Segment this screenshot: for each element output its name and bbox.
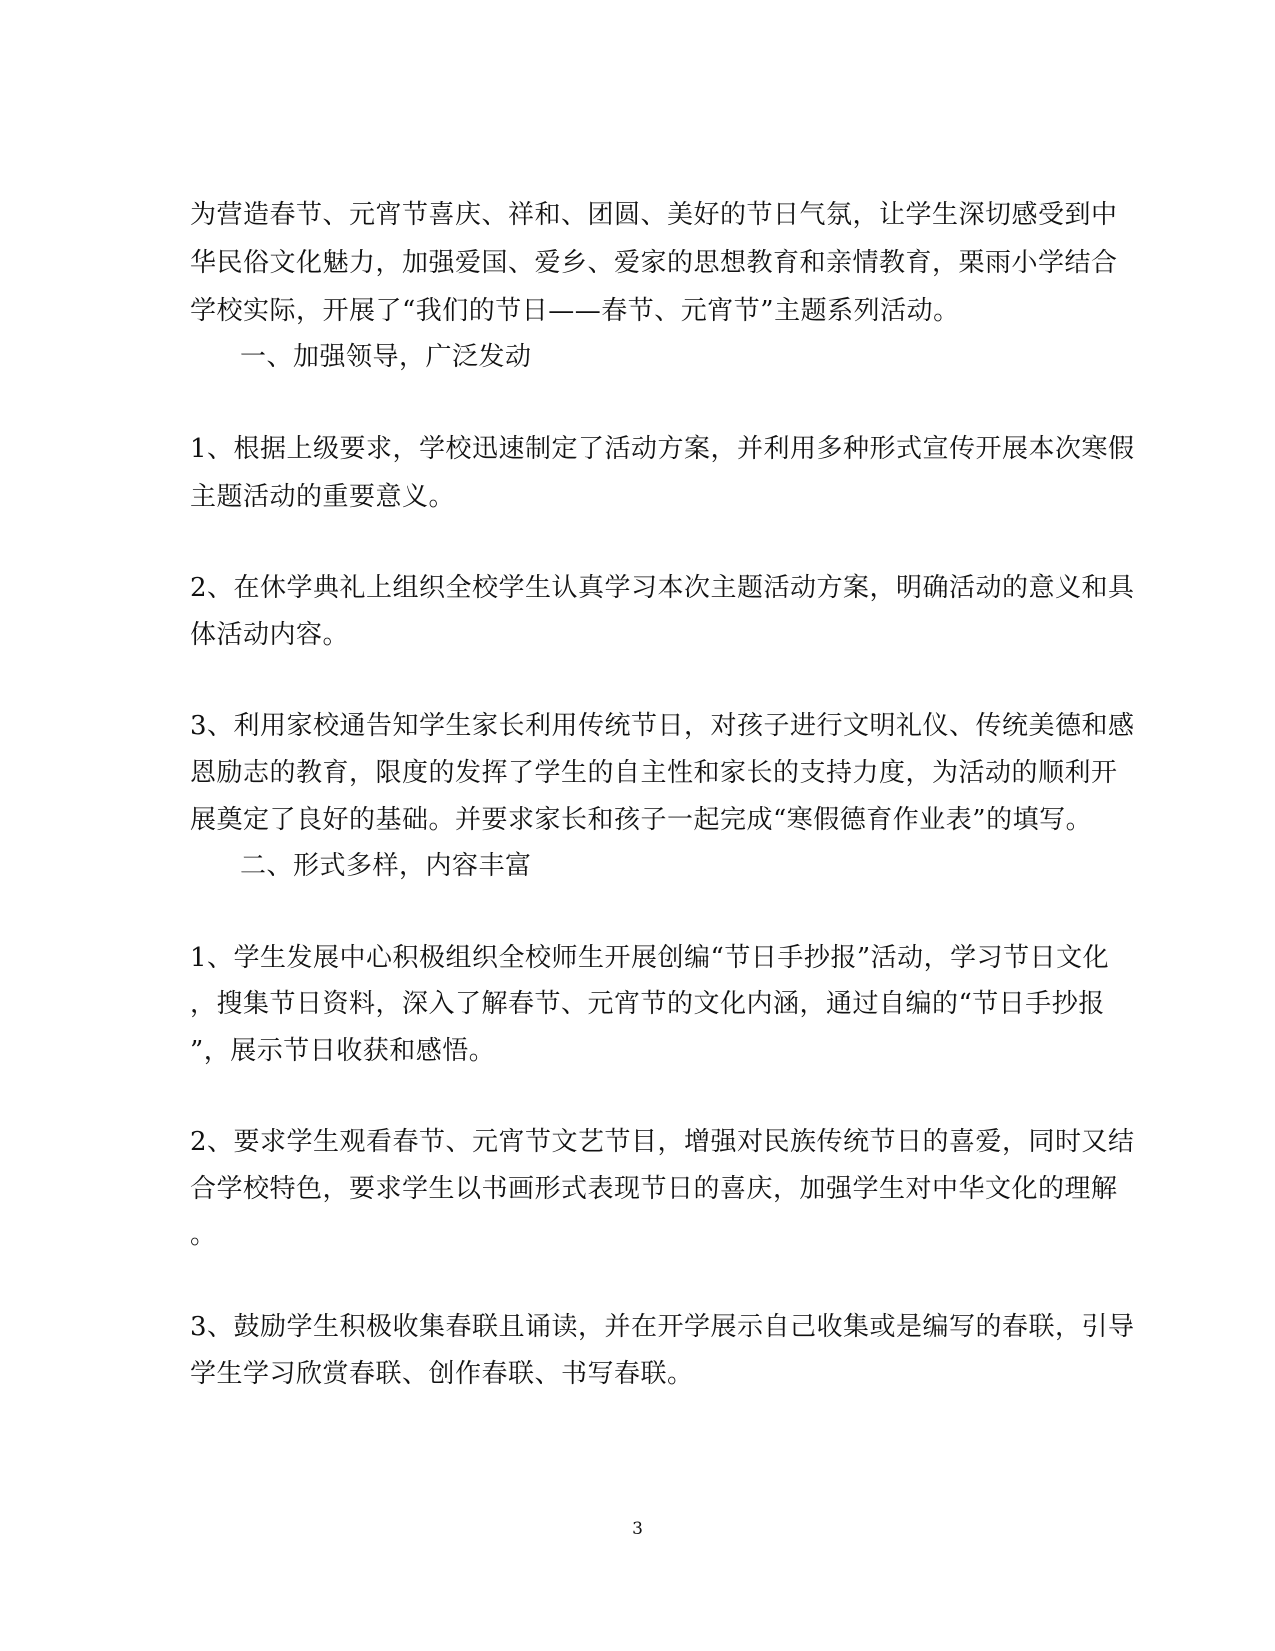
section-2-heading: 二、形式多样，内容丰富 (240, 851, 532, 881)
section-2-item-3-line-1: 3、鼓励学生积极收集春联且诵读，并在开学展示自己收集或是编写的春联，引导 (190, 1312, 1135, 1342)
section-1-item-3-line-3: 展奠定了良好的基础。并要求家长和孩子一起完成“寒假德育作业表”的填写。 (190, 805, 1093, 835)
section-1-item-2-line-2: 体活动内容。 (190, 620, 350, 650)
section-1-heading: 一、加强领导，广泛发动 (240, 342, 532, 372)
section-2-item-1-line-1: 1、学生发展中心积极组织全校师生开展创编“节日手抄报”活动，学习节日文化 (190, 943, 1110, 973)
section-1-item-1-line-1: 1、根据上级要求，学校迅速制定了活动方案，并利用多种形式宣传开展本次寒假 (190, 434, 1135, 464)
intro-line-2: 华民俗文化魅力，加强爱国、爱乡、爱家的思想教育和亲情教育，栗雨小学结合 (190, 248, 1118, 278)
section-2-item-3-line-2: 学生学习欣赏春联、创作春联、书写春联。 (190, 1359, 694, 1389)
section-1-item-1-line-2: 主题活动的重要意义。 (190, 482, 456, 512)
intro-line-3: 学校实际，开展了“我们的节日——春节、元宵节”主题系列活动。 (190, 296, 960, 326)
section-2-item-2-line-2: 合学校特色，要求学生以书画形式表现节日的喜庆，加强学生对中华文化的理解 (190, 1174, 1118, 1204)
page-number: 3 (632, 1519, 643, 1539)
section-1-item-3-line-2: 恩励志的教育，限度的发挥了学生的自主性和家长的支持力度，为活动的顺利开 (190, 758, 1118, 788)
section-2-item-2-line-3: 。 (190, 1220, 217, 1250)
intro-line-1: 为营造春节、元宵节喜庆、祥和、团圆、美好的节日气氛，让学生深切感受到中 (190, 200, 1118, 230)
section-2-item-2-line-1: 2、要求学生观看春节、元宵节文艺节目，增强对民族传统节日的喜爱，同时又结 (190, 1127, 1135, 1157)
section-1-item-2-line-1: 2、在休学典礼上组织全校学生认真学习本次主题活动方案，明确活动的意义和具 (190, 573, 1135, 603)
section-1-item-3-line-1: 3、利用家校通告知学生家长利用传统节日，对孩子进行文明礼仪、传统美德和感 (190, 711, 1135, 741)
section-2-item-1-line-3: ”，展示节日收获和感悟。 (190, 1036, 496, 1066)
section-2-item-1-line-2: ，搜集节日资料，深入了解春节、元宵节的文化内涵，通过自编的“节日手抄报 (190, 989, 1105, 1019)
